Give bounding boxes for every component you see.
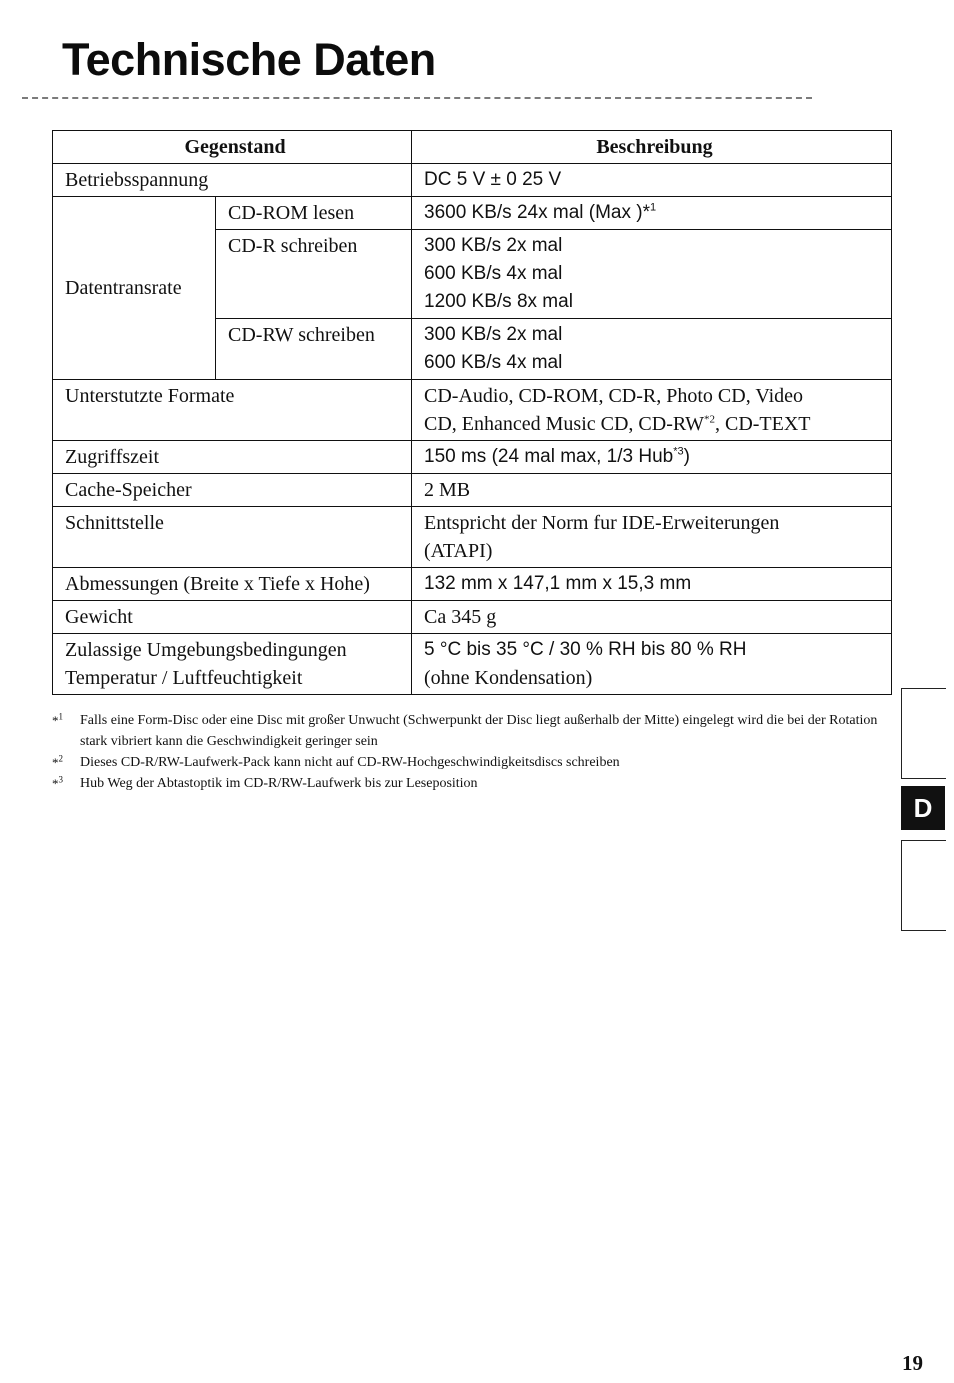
table-row bbox=[53, 441, 892, 474]
footnote-number: 1 bbox=[58, 711, 63, 722]
value-line: 300 KB/s 2x mal bbox=[424, 324, 563, 345]
table-row bbox=[53, 197, 892, 230]
value-line: (ATAPI) bbox=[424, 540, 493, 562]
row-label-dimensions: Abmessungen (Breite x Tiefe x Hohe) bbox=[53, 568, 412, 601]
footnote-text: Falls eine Form-Disc oder eine Disc mit großer Unwucht (Schwerpunkt der Disc liegt außerhalb der Mitte) eingelegt wird die bei der Rotation stark vibriert kann die Geschwindigkeit geringer sein bbox=[80, 713, 878, 749]
value-text: , CD-TEXT bbox=[714, 413, 811, 435]
footnote-marker: *$^3$ bbox=[52, 774, 63, 791]
table-row bbox=[53, 474, 892, 507]
sub-label-cdrw-write: CD-RW schreiben bbox=[216, 319, 412, 380]
value-text: 150 ms (24 mal max, 1/3 Hub bbox=[424, 446, 674, 467]
row-label-transfer: Datentransrate bbox=[53, 197, 216, 380]
row-value-weight: Ca 345 g bbox=[412, 601, 892, 634]
row-value-dimensions: 132 mm x 147,1 mm x 15,3 mm bbox=[412, 568, 892, 601]
row-value-formats bbox=[412, 380, 892, 441]
side-tab-frame-top bbox=[901, 688, 946, 779]
row-label-voltage: Betriebsspannung bbox=[53, 164, 412, 197]
label-line: Temperatur / Luftfeuchtigkeit bbox=[65, 667, 303, 689]
value-text: CD, Enhanced Music CD, CD-RW bbox=[424, 413, 704, 435]
footnote-ref: 1 bbox=[649, 201, 657, 214]
sub-label-cdrom-read: CD-ROM lesen bbox=[216, 197, 412, 230]
page-title: Technische Daten bbox=[62, 34, 436, 85]
footnote-ref: *2 bbox=[703, 413, 715, 426]
row-value-access bbox=[412, 441, 892, 474]
language-tab: D bbox=[901, 786, 945, 830]
value-line bbox=[424, 410, 885, 438]
value-line: 1200 KB/s 8x mal bbox=[424, 291, 573, 312]
value-cdr-write bbox=[412, 230, 892, 319]
footnote-text: Dieses CD-R/RW-Laufwerk-Pack kann nicht auf CD-RW-Hochgeschwindigkeitsdiscs schreiben bbox=[80, 755, 620, 770]
table-row bbox=[53, 568, 892, 601]
sub-label-cdr-write: CD-R schreiben bbox=[216, 230, 412, 319]
value-line: 600 KB/s 4x mal bbox=[424, 352, 563, 373]
footnote-number: 3 bbox=[58, 774, 63, 785]
footnotes bbox=[52, 710, 882, 794]
table-header-row bbox=[53, 131, 892, 164]
table-row bbox=[53, 601, 892, 634]
footnote bbox=[52, 773, 882, 794]
row-value-voltage: DC 5 V ± 0 25 V bbox=[412, 164, 892, 197]
value-line: (ohne Kondensation) bbox=[424, 667, 593, 689]
row-label-formats: Unterstutzte Formate bbox=[53, 380, 412, 441]
value-cdrom-read bbox=[412, 197, 892, 230]
footnote bbox=[52, 710, 882, 752]
side-tab-frame-bottom bbox=[901, 840, 946, 931]
table-row bbox=[53, 634, 892, 695]
page-number: 19 bbox=[902, 1351, 923, 1375]
title-divider bbox=[22, 97, 812, 99]
value-line: Entspricht der Norm fur IDE-Erweiterungen bbox=[424, 512, 780, 534]
row-value-interface bbox=[412, 507, 892, 568]
footnote-text: Hub Weg der Abtastoptik im CD-R/RW-Laufwerk bis zur Leseposition bbox=[80, 776, 478, 791]
header-description: Beschreibung bbox=[412, 131, 892, 164]
value-text: ) bbox=[683, 446, 690, 467]
row-value-cache: 2 MB bbox=[412, 474, 892, 507]
row-label-cache: Cache-Speicher bbox=[53, 474, 412, 507]
value-line: CD-Audio, CD-ROM, CD-R, Photo CD, Video bbox=[424, 385, 804, 407]
spec-table bbox=[52, 130, 892, 695]
row-label-weight: Gewicht bbox=[53, 601, 412, 634]
row-value-environment bbox=[412, 634, 892, 695]
value-text: 3600 KB/s 24x mal (Max )* bbox=[424, 202, 650, 223]
value-line: 5 °C bis 35 °C / 30 % RH bis 80 % RH bbox=[424, 639, 747, 660]
label-line: Zulassige Umgebungsbedingungen bbox=[65, 639, 347, 661]
table-row bbox=[53, 507, 892, 568]
header-item: Gegenstand bbox=[53, 131, 412, 164]
row-label-interface: Schnittstelle bbox=[53, 507, 412, 568]
row-label-access: Zugriffszeit bbox=[53, 441, 412, 474]
value-line: 600 KB/s 4x mal bbox=[424, 263, 563, 284]
footnote bbox=[52, 752, 882, 773]
footnote-marker: *$^1$ bbox=[52, 711, 63, 728]
value-cdrw-write bbox=[412, 319, 892, 380]
table-row bbox=[53, 164, 892, 197]
footnote-marker: *$^2$ bbox=[52, 753, 63, 770]
value-line: 300 KB/s 2x mal bbox=[424, 235, 563, 256]
footnote-number: 2 bbox=[58, 753, 63, 764]
footnote-ref: *3 bbox=[673, 445, 684, 458]
table-row bbox=[53, 380, 892, 441]
row-label-environment bbox=[53, 634, 412, 695]
